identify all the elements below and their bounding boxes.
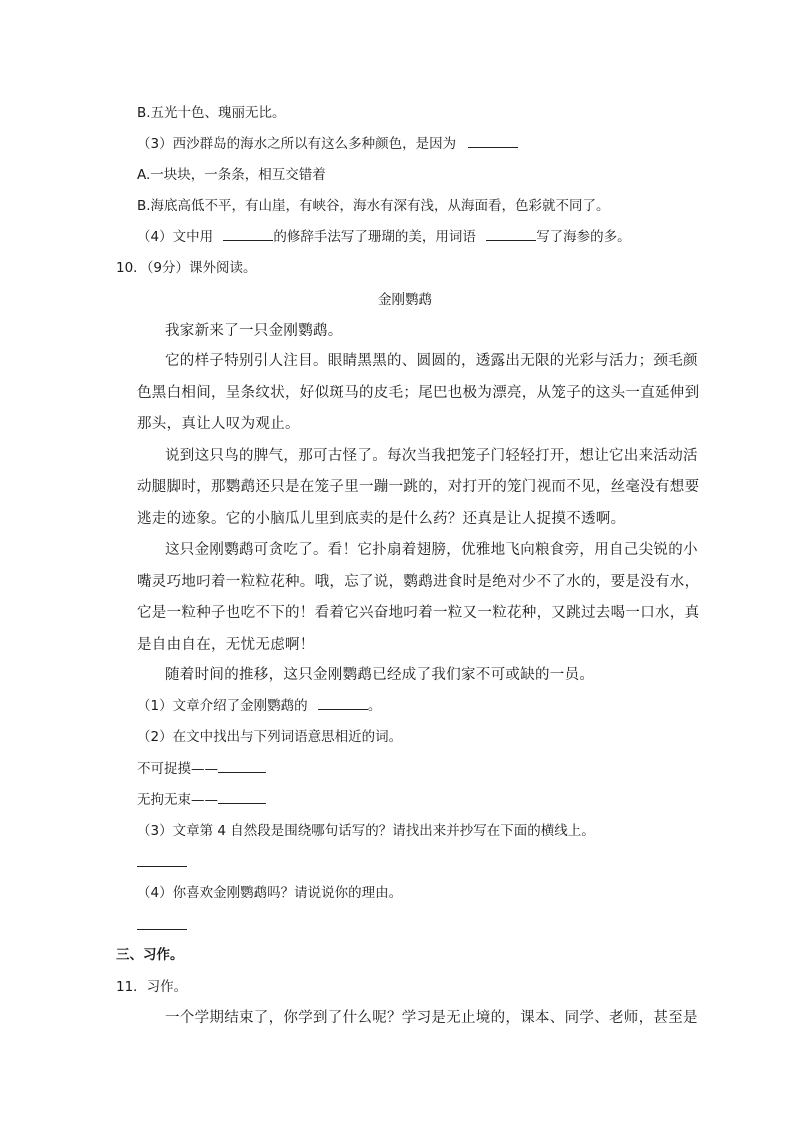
article-paragraph-4-line-3: 它是一粒种子也吃不下的！看着它兴奋地叼着一粒又一粒花种，又跳过去喝一口水，真 [137, 605, 700, 621]
q10-word-1-blank[interactable] [218, 760, 266, 773]
q10-sub3-question: （3）文章第 4 自然段是围绕哪句话写的？请找出来并抄写在下面的横线上。 [137, 823, 595, 839]
article-paragraph-4-line-1: 这只金刚鹦鹉可贪吃了。看！它扑扇着翅膀，优雅地飞向粮食旁，用自己尖锐的小 [165, 542, 698, 558]
q9-sub3-text: （3）西沙群岛的海水之所以有这么多种颜色，是因为 [137, 136, 457, 152]
article-paragraph-2-line-1: 它的样子特别引人注目。眼睛黑黑的、圆圆的，透露出无限的光彩与活力；颈毛颜 [165, 353, 698, 369]
q9-sub3-option-a: A.一块块，一条条，相互交错着 [137, 167, 326, 183]
article-paragraph-2-line-2: 色黑白相间，呈条纹状，好似斑马的皮毛；尾巴也极为漂亮，从笼子的这头一直延伸到 [137, 385, 700, 401]
article-title: 金刚鹦鹉 [378, 292, 432, 308]
q9-sub4-blank-1[interactable] [223, 228, 273, 241]
q10-sub4-question: （4）你喜欢金刚鹦鹉吗？请说说你的理由。 [137, 885, 403, 901]
q10-word-1-label: 不可捉摸—— [137, 761, 218, 777]
q10-sub3-answer-line[interactable] [137, 866, 187, 867]
q11-header: 11．习作。 [116, 979, 188, 995]
q9-sub3-blank[interactable] [468, 135, 518, 148]
q10-word-1 [137, 760, 266, 778]
q9-sub4-post: 写了海参的多。 [536, 229, 631, 245]
q10-header: 10．（9分）课外阅读。 [116, 260, 257, 276]
q10-sub2-question: （2）在文中找出与下列词语意思相近的词。 [137, 729, 403, 745]
q9-sub3-option-b: B.海底高低不平，有山崖，有峡谷，海水有深有浅，从海面看，色彩就不同了。 [137, 198, 610, 214]
q10-word-2-label: 无拘无束—— [137, 792, 218, 808]
q10-word-2-blank[interactable] [218, 791, 266, 804]
q10-sub1-question [137, 697, 381, 715]
article-paragraph-1: 我家新来了一只金刚鹦鹉。 [165, 323, 343, 339]
q9-sub4-pre: （4）文中用 [137, 229, 214, 245]
q9-sub4-question [137, 228, 631, 246]
article-paragraph-3-line-2: 动腿脚时，那鹦鹉还只是在笼子里一蹦一跳的，对打开的笼门视而不见，丝毫没有想要 [137, 479, 700, 495]
q10-sub1-text: （1）文章介绍了金刚鹦鹉的 [137, 698, 308, 714]
q10-sub1-blank[interactable] [318, 697, 368, 710]
q9-option-b2: B.五光十色、瑰丽无比。 [137, 105, 286, 121]
article-paragraph-4-line-4: 是自由自在，无忧无虑啊！ [137, 637, 315, 653]
article-paragraph-3-line-3: 逃走的迹象。它的小脑瓜儿里到底卖的是什么药？还真是让人捉摸不透啊。 [137, 511, 626, 527]
q10-sub1-post: 。 [367, 698, 382, 714]
q10-word-2 [137, 791, 266, 809]
article-paragraph-5: 随着时间的推移，这只金刚鹦鹉已经成了我们家不可或缺的一员。 [165, 667, 595, 683]
section-3-header: 三、习作。 [116, 947, 184, 963]
q9-sub4-blank-2[interactable] [486, 228, 536, 241]
q9-sub4-mid: 的修辞手法写了珊瑚的美，用词语 [273, 229, 476, 245]
article-paragraph-3-line-1: 说到这只鸟的脾气，那可古怪了。每次当我把笼子门轻轻打开，想让它出来活动活 [165, 448, 698, 464]
article-paragraph-2-line-3: 那头，真让人叹为观止。 [137, 416, 300, 432]
article-paragraph-4-line-2: 嘴灵巧地叼着一粒粒花种。哦，忘了说，鹦鹉进食时是绝对少不了水的，要是没有水， [137, 574, 700, 590]
q9-sub3-question [137, 135, 518, 153]
q10-sub4-answer-line[interactable] [137, 929, 187, 930]
q11-prompt-line-1: 一个学期结束了，你学到了什么呢？学习是无止境的，课本、同学、老师，甚至是 [165, 1010, 698, 1026]
